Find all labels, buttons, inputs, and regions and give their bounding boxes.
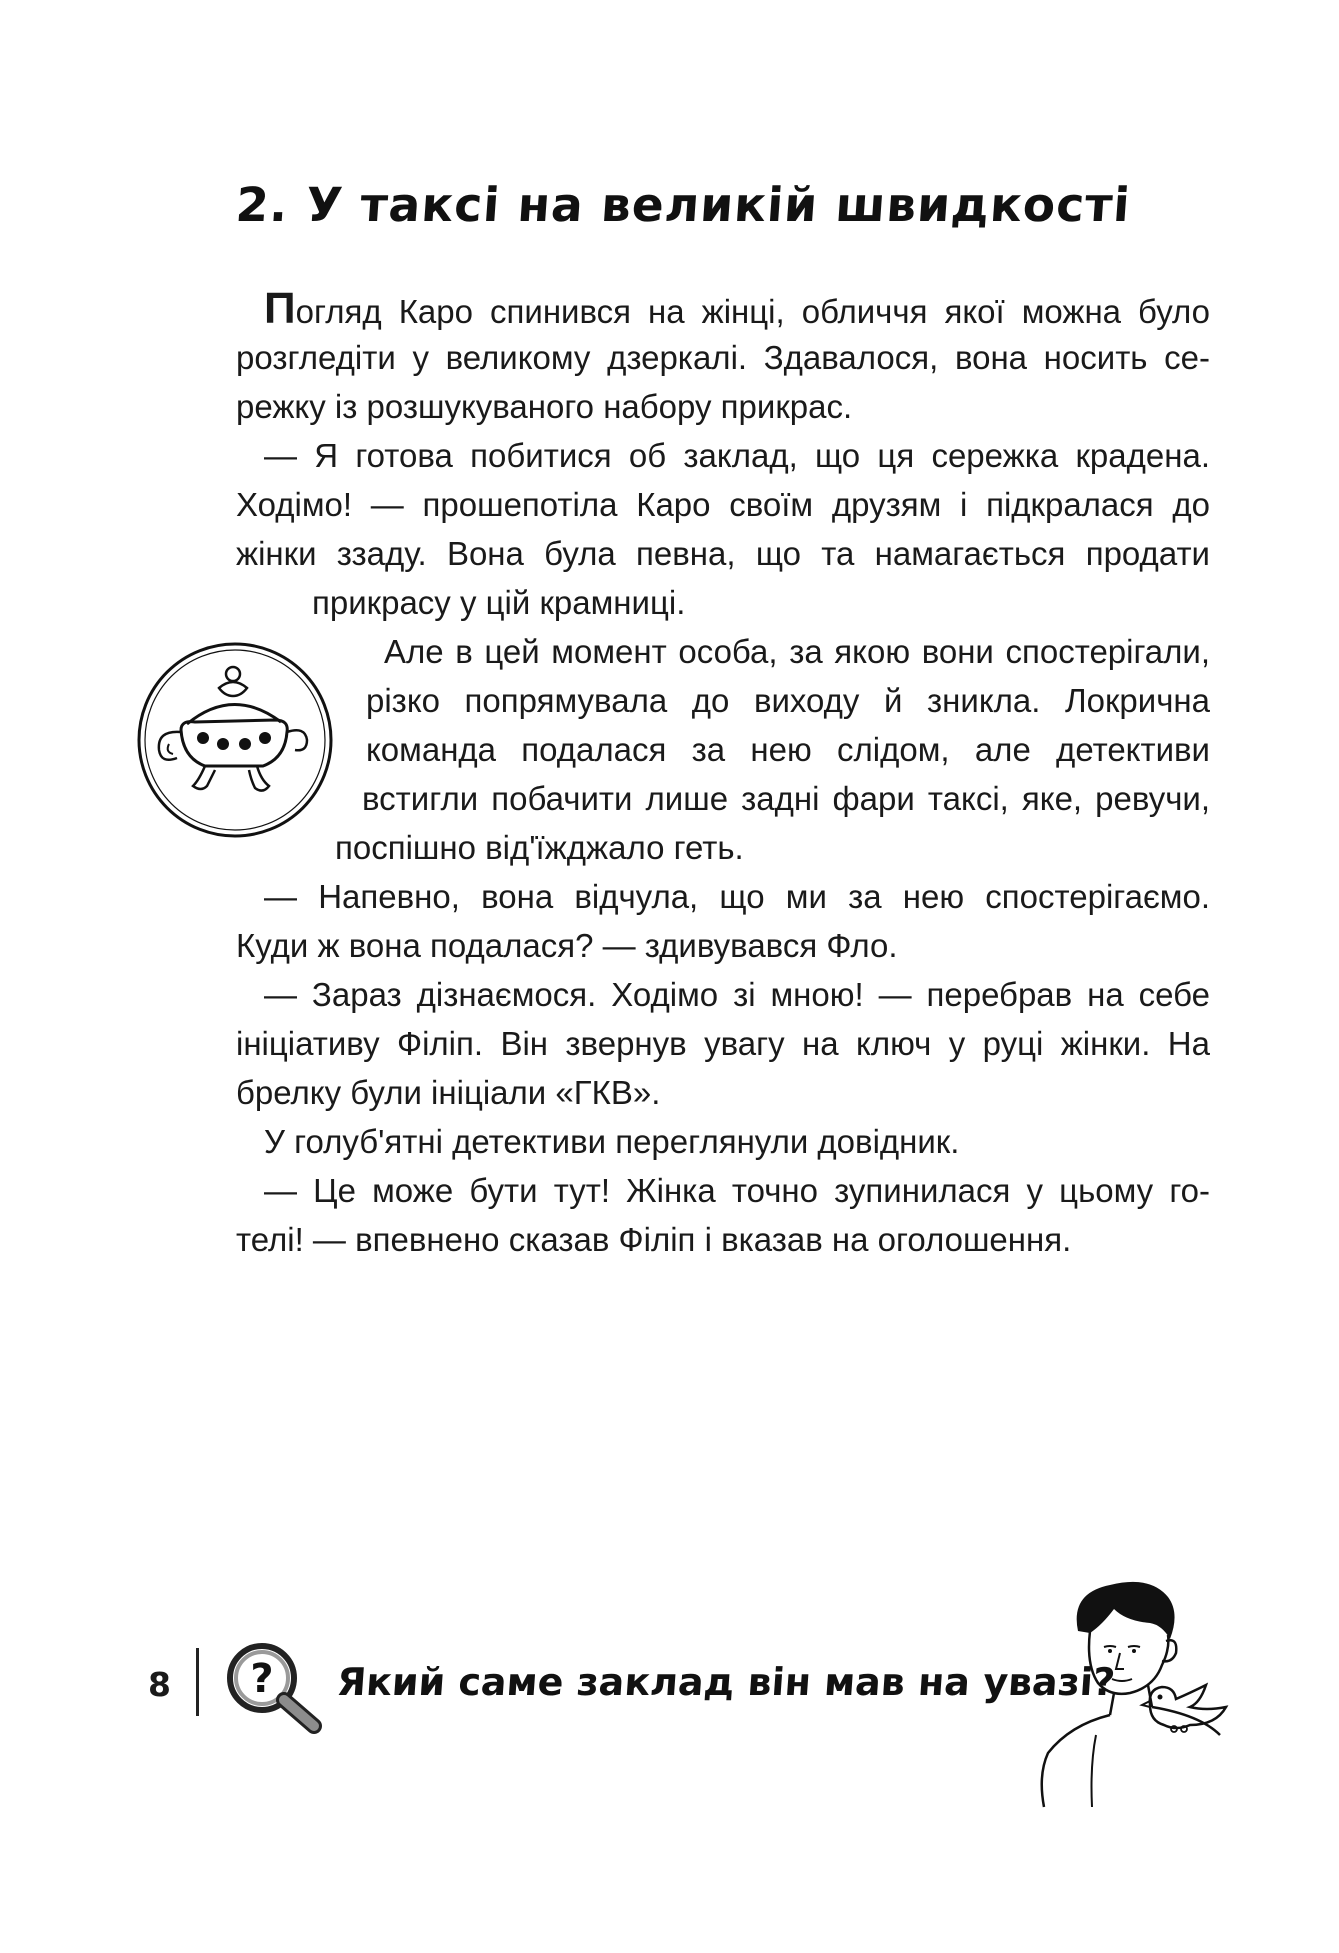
vase-illustration — [135, 640, 335, 840]
chapter-question: Який саме заклад він мав на увазі? — [335, 1660, 1117, 1704]
text-line: Але в цей момент особа, за якою вони спостерігали, — [384, 633, 1210, 670]
text-line: телі! — впевнено сказав Філіп і вказав на оголошення. — [236, 1221, 1072, 1258]
text-line: брелку були ініціали «ГКВ». — [236, 1074, 661, 1111]
magnifier-question-icon — [222, 1638, 332, 1738]
boy-illustration — [1030, 1575, 1240, 1810]
text-line: режку із розшукуваного набору прикрас. — [236, 388, 853, 425]
text-line: встигли побачити лише задні фари таксі, яке, ревучи, — [362, 780, 1210, 817]
text-line: різко попрямувала до виходу й зникла. Локрична — [366, 682, 1210, 719]
chapter-title: 2. У таксі на великій швидкості — [234, 178, 1133, 233]
text-line-rest: огляд Каро спинився на жінці, обличчя якої можна було — [295, 293, 1210, 330]
magnifier-icon — [222, 1638, 332, 1738]
text-line: ініціативу Філіп. Він звернув увагу на ключ у руці жінки. На — [236, 1025, 1210, 1062]
text-line: поспішно від'їжджало геть. — [335, 829, 744, 866]
text-line: У голуб'ятні детективи переглянули довідник. — [264, 1123, 960, 1160]
text-line: — Це може бути тут! Жінка точно зупинилася у цьому го- — [264, 1172, 1210, 1209]
text-line: — Я готова побитися об заклад, що ця сережка крадена. — [264, 437, 1210, 474]
text-line: команда подалася за нею слідом, але детективи — [366, 731, 1210, 768]
footer-divider — [196, 1648, 199, 1716]
text-line — [264, 284, 1210, 333]
text-line: прикрасу у цій крамниці. — [312, 584, 686, 621]
text-line: розгледіти у великому дзеркалі. Здавалося, вона носить се- — [236, 339, 1210, 376]
vase-icon — [135, 640, 335, 840]
text-line: — Напевно, вона відчула, що ми за нею спостерігаємо. — [264, 878, 1210, 915]
drop-cap: П — [264, 284, 296, 333]
boy-with-bird-icon — [1030, 1575, 1240, 1810]
question-mark: ? — [250, 1656, 274, 1702]
text-line: жінки ззаду. Вона була певна, що та намагається продати — [236, 535, 1210, 572]
text-line: — Зараз дізнаємося. Ходімо зі мною! — перебрав на себе — [264, 976, 1210, 1013]
text-line: Ходімо! — прошепотіла Каро своїм друзям і підкралася до — [236, 486, 1210, 523]
page-number: 8 — [148, 1665, 171, 1704]
text-line: Куди ж вона подалася? — здивувався Фло. — [236, 927, 898, 964]
